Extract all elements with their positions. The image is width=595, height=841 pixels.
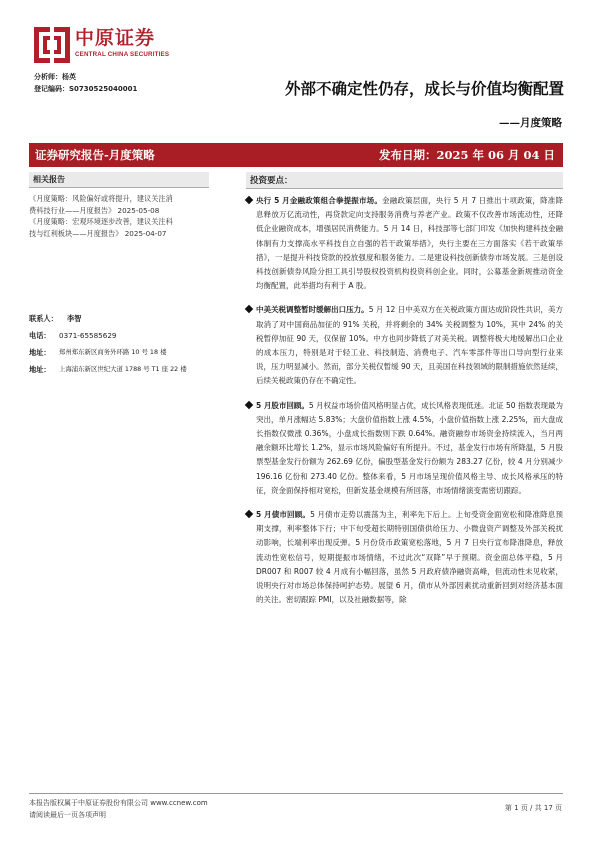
report-type: 证券研究报告-月度策略	[35, 148, 155, 162]
diamond-bullet-icon	[245, 510, 253, 518]
reg-label: 登记编码：	[34, 85, 69, 93]
reg-code: S0730525040001	[69, 85, 138, 93]
logo-cn-text: 中原证券	[75, 27, 156, 49]
related-report-line[interactable]: 《月度策略：风险偏好或将提升，建议关注消	[29, 194, 173, 203]
company-logo	[34, 27, 174, 63]
key-point-text: 5 月债市走势以震荡为主，利率先下后上。上旬受资金面宽松和降准降息预期支撑，利率整体下行；中下旬受超长期特别国债供给压力、小微盘资产调整及外部关税扰动影响，长端利率出现反弹。5 月份货币政策宽松落地，5 月 7 日央行宣布降准降息，释放流动性宽松信号，短期提振市场情绪，不过此次“双降”早于预期。资金面总体平稳，5 月 DR007 和 R007 较 4 月成有小幅回落，虽然 5 月政府债净融资高峰，但流动性未见收紧，说明央行对市场总体保持呵护态势。展望 6 月，债市从外部因素扰动重新回到对经济基本面的关注。密切跟踪 PMI，以及社融数据等，除	[256, 510, 563, 605]
address-zhengzhou: 郑州郑东新区商务外环路 10 号 18 楼	[59, 348, 167, 356]
logo-en-text: CENTRAL CHINA SECURITIES	[75, 51, 170, 58]
key-point-lead: 5 月股市回顾。	[256, 400, 309, 410]
logo-mark-icon	[34, 27, 70, 63]
key-point-lead: 5 月债市回顾。	[256, 510, 311, 520]
phone-number: 0371-65585629	[59, 331, 117, 340]
footer-left	[29, 797, 208, 821]
footer-divider	[29, 793, 563, 794]
report-title: 外部不确定性仍存，成长与价值均衡配置	[284, 79, 564, 98]
report-type-bar	[29, 143, 563, 167]
key-point-text: 5 月 12 日中美双方在关税政策方面达成阶段性共识，美方取消了对中国商品加征的 91% 关税，并将剩余的 34% 关税调整为 10%，其中 24% 的关税暂停加征 90 天，仅保留 10%。中方也同步降低了对美关税。调整将极大地缓解出口企业的成本压力，特别是对于轻工业、科技制造、消费电子、汽车零部件等出口导向型行业来说，压力明显减小。然而，部分关税仅暂缓 90 天，且美国在科技领域的限制措施依然延续，后续关税政策仍存在不确定性。	[256, 305, 564, 386]
report-subtitle: ——月度策略	[499, 117, 562, 129]
related-reports-heading: 相关报告	[29, 172, 209, 188]
key-point-item	[246, 508, 563, 607]
footer-copyright: 本报告版权属于中原证券股份有限公司 www.ccnew.com	[29, 799, 208, 807]
analyst-name: 杨英	[62, 73, 76, 81]
analyst-label: 分析师：	[34, 73, 62, 81]
footer-disclaimer: 请阅读最后一页各项声明	[29, 811, 106, 819]
phone-label: 电话：	[29, 331, 51, 340]
page-number: 第 1 页 / 共 17 页	[504, 804, 562, 812]
publish-date: 发布日期：2025 年 06 月 04 日	[378, 148, 555, 162]
diamond-bullet-icon	[245, 196, 253, 204]
key-point-item	[246, 399, 563, 498]
key-point-text: 金融政策层面，央行 5 月 7 日推出十项政策，降准降息释放万亿流动性，再贷款定向支持服务消费与养老产业。政策不仅改善市场流动性，还降低企业融资成本，增强居民消费能力。5 月 14 日，科技部等七部门印发《加快构建科技金融体制有力支撑高水平科技自立自强的若干政策举措》，央行主要在三方面落实《若干政策举措》，一是提升科技贷款的投放强度和服务能力。二是建设科技创新债券市场发展。三是创设科技创新债券风险分担工具引导股权投资机构投资科创企业。同时，公募基金新规推动资金均衡配置，此举措均有利于 A 股。	[256, 196, 563, 291]
related-report-line[interactable]: 技与红利板块——月度报告》 2025-04-07	[29, 228, 167, 238]
related-reports-list	[29, 193, 209, 239]
key-point-lead: 央行 5 月金融政策组合拳提振市场。	[256, 196, 383, 205]
contact-person: 李智	[67, 314, 82, 323]
key-points-heading: 投资要点：	[246, 172, 563, 189]
related-report-line[interactable]: 费科技行业——月度报告》 2025-05-08	[29, 205, 160, 215]
key-points-list	[246, 194, 563, 617]
key-point-text: 5 月权益市场价值风格明显占优，成长风格表现低迷。北证 50 指数表现最为突出，单月涨幅达 5.83%；大盘价值指数上涨 4.5%，小盘价值指数上涨 2.25%，而大盘成长指数仅微涨 0.36%，小盘成长指数则下跌 0.64%。融资融券市场资金持续流入，当月两融余额环比增长 1.2%，显示市场风险偏好有所提升。不过，基金发行市场有所降温，5 月股票型基金发行份额为 262.69 亿份，偏股型基金发行份额为 283.27 亿份，较 4 月分别减少 196.16 亿份和 273.40 亿份。整体来看，5 月市场呈现价值风格主导、成长风格承压的特征，资金面保持相对宽松，但新发基金规模有所回落，市场情绪演变需密切跟踪。	[256, 400, 563, 495]
diamond-bullet-icon	[245, 305, 253, 313]
related-report-line[interactable]: 《月度策略：宏观环境逐步改善，建议关注科	[29, 217, 173, 226]
key-point-item	[246, 194, 563, 293]
address-label: 地址：	[29, 365, 51, 374]
contact-person-label: 联系人：	[29, 314, 58, 323]
analyst-info	[34, 71, 137, 95]
address-shanghai: 上海浦东新区世纪大道 1788 号 T1 座 22 楼	[59, 365, 187, 373]
key-point-lead: 中美关税调整暂时缓解出口压力。	[256, 305, 369, 315]
address-label: 地址：	[29, 348, 51, 357]
key-point-item	[246, 303, 563, 388]
diamond-bullet-icon	[245, 400, 253, 408]
contact-block	[29, 310, 214, 378]
